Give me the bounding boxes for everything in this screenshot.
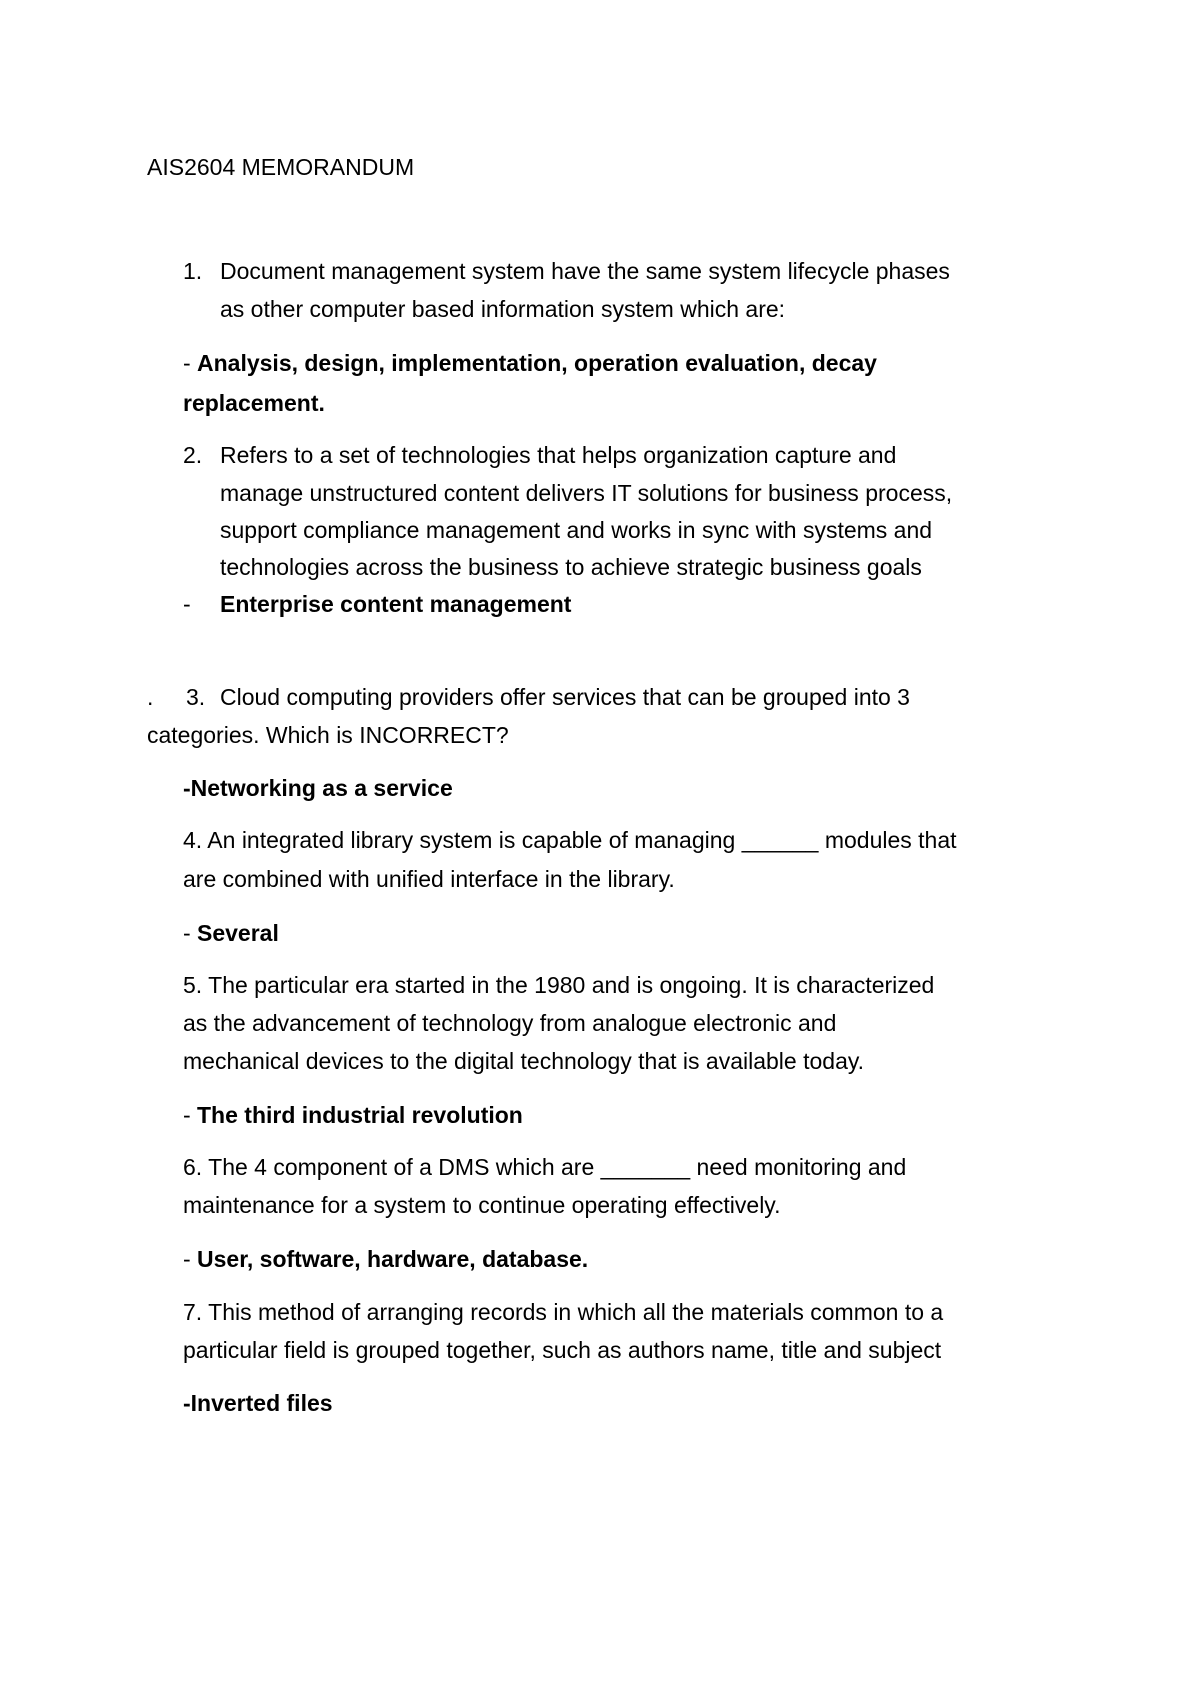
q5-line-1: 5. The particular era started in the 1980 and is ongoing. It is characterized xyxy=(183,972,935,998)
q7-line-2: particular field is grouped together, such as authors name, title and subject xyxy=(183,1337,942,1363)
q4-line-2: are combined with unified interface in the library. xyxy=(183,866,675,892)
q2-line-3: support compliance management and works in sync with systems and xyxy=(220,517,933,543)
q7-line-1: 7. This method of arranging records in which all the materials common to a xyxy=(183,1299,944,1325)
q1-line-1: Document management system have the same system lifecycle phases xyxy=(220,258,950,284)
q5-line-2: as the advancement of technology from analogue electronic and xyxy=(183,1010,837,1036)
q6-line-1: 6. The 4 component of a DMS which are _______ need monitoring and xyxy=(183,1154,907,1180)
q1-answer-line-1: Analysis, design, implementation, operation evaluation, decay xyxy=(197,350,877,376)
q2-answer: Enterprise content management xyxy=(220,591,572,617)
q2-line-4: technologies across the business to achieve strategic business goals xyxy=(220,554,922,580)
q6-answer: User, software, hardware, database. xyxy=(197,1246,589,1272)
q1-answer-line-2: replacement. xyxy=(183,390,325,416)
q3-number: 3. xyxy=(186,684,206,710)
q4-line-1: 4. An integrated library system is capable of managing ______ modules that xyxy=(183,827,957,853)
q5-answer-dash: - xyxy=(183,1102,191,1128)
q6-answer-dash: - xyxy=(183,1246,191,1272)
q6-line-2: maintenance for a system to continue operating effectively. xyxy=(183,1192,781,1218)
q1-number: 1. xyxy=(183,258,203,284)
q2-number: 2. xyxy=(183,442,203,468)
q5-answer: The third industrial revolution xyxy=(197,1102,523,1128)
q7-answer: -Inverted files xyxy=(183,1390,333,1416)
q3-line-2: categories. Which is INCORRECT? xyxy=(147,722,509,748)
q2-answer-dash: - xyxy=(183,591,191,617)
q1-line-2: as other computer based information system which are: xyxy=(220,296,786,322)
q4-answer: Several xyxy=(197,920,279,946)
q2-line-1: Refers to a set of technologies that helps organization capture and xyxy=(220,442,897,468)
q3-answer: -Networking as a service xyxy=(183,775,453,801)
q2-line-2: manage unstructured content delivers IT solutions for business process, xyxy=(220,480,953,506)
q1-answer-dash: - xyxy=(183,350,191,376)
q4-answer-dash: - xyxy=(183,920,191,946)
q5-line-3: mechanical devices to the digital technology that is available today. xyxy=(183,1048,865,1074)
q3-line-1: Cloud computing providers offer services that can be grouped into 3 xyxy=(220,684,910,710)
page-title: AIS2604 MEMORANDUM xyxy=(147,154,415,180)
q3-dot: . xyxy=(147,684,154,710)
